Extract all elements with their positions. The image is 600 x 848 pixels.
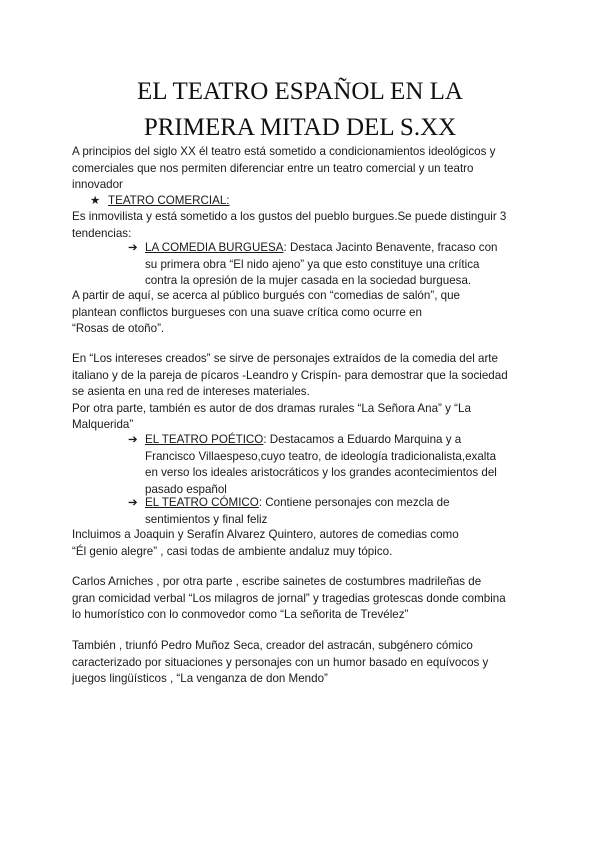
arrow-right-icon: ➔ xyxy=(128,433,138,446)
paragraph-comedias-salon xyxy=(72,288,542,338)
intro-line: innovador xyxy=(72,178,123,192)
paragraph-line: Malquerida” xyxy=(72,418,134,432)
section1-paragraph xyxy=(72,209,542,242)
list-item-teatro-poetico xyxy=(128,432,528,498)
arrow-right-icon: ➔ xyxy=(128,496,138,509)
paragraph-intereses-creados xyxy=(72,351,542,434)
list-item-line: sentimientos y final feliz xyxy=(145,512,268,526)
list-item-label: EL TEATRO CÓMICO xyxy=(145,496,259,509)
list-item-line: en verso los ideales aristocráticos y los grandes acontecimientos del xyxy=(145,466,497,480)
list-item-line: Francisco Villaespeso,cuyo teatro, de ideología tradicionalista,exalta xyxy=(145,449,497,463)
paragraph-line: se asienta en una red de intereses materiales. xyxy=(72,385,310,399)
section-heading-label: TEATRO COMERCIAL: xyxy=(108,194,230,207)
paragraph-line: plantean conflictos burgueses con una suave crítica como ocurre en xyxy=(72,305,422,319)
title-line-2: PRIMERA MITAD DEL S.XX xyxy=(143,114,457,141)
paragraph-line: “Rosas de otoño”. xyxy=(72,322,165,336)
list-item-label: EL TEATRO POÉTICO xyxy=(145,433,264,446)
list-item-line: pasado español xyxy=(145,482,227,496)
paragraph-line: lo humorístico con lo conmovedor como “La señorita de Trevélez” xyxy=(72,608,409,622)
paragraph-line: “Él genio alegre” , casi todas de ambiente andaluz muy tópico. xyxy=(72,544,393,558)
section-heading-teatro-comercial xyxy=(90,193,230,210)
list-item-rest: : Contiene personajes con mezcla de xyxy=(258,496,450,509)
document-title xyxy=(0,74,600,146)
section1-line: Es inmovilista y está sometido a los gustos del pueblo burgues.Se puede distinguir 3 xyxy=(72,210,507,223)
section1-line: tendencias: xyxy=(72,226,132,240)
paragraph-line: También , triunfó Pedro Muñoz Seca, creador del astracán, subgénero cómico xyxy=(72,639,473,652)
paragraph-line: juegos lingüísticos , “La venganza de don Mendo” xyxy=(72,672,328,686)
list-item-first-line xyxy=(145,432,461,449)
paragraph-line: caracterizado por situaciones y personajes con un humor basado en equívocos y xyxy=(72,655,489,669)
intro-paragraph xyxy=(72,144,542,194)
list-item-label: LA COMEDIA BURGUESA xyxy=(145,241,284,254)
list-item-first-line xyxy=(145,495,450,512)
list-item-line: contra la opresión de la mujer casada en la sociedad burguesa. xyxy=(145,274,472,288)
paragraph-alvarez-quintero xyxy=(72,527,542,560)
intro-line: comerciales que nos permiten diferenciar entre un teatro comercial y un teatro xyxy=(72,161,474,175)
list-item-first-line xyxy=(145,240,498,257)
title-line-1: EL TEATRO ESPAÑOL EN LA xyxy=(137,78,463,105)
paragraph-arniches xyxy=(72,574,542,624)
paragraph-line: A partir de aquí, se acerca al público burgués con “comedias de salón”, que xyxy=(72,289,460,302)
list-item-line: su primera obra “El nido ajeno” ya que esto constituye una crítica xyxy=(145,257,480,271)
list-item-rest: : Destaca Jacinto Benavente, fracaso con xyxy=(283,241,498,254)
intro-line: A principios del siglo XX él teatro está sometido a condicionamientos ideológicos y xyxy=(72,145,496,158)
paragraph-line: Incluimos a Joaquin y Serafín Alvarez Quintero, autores de comedias como xyxy=(72,528,459,541)
paragraph-line: Por otra parte, también es autor de dos dramas rurales “La Señora Ana” y “La xyxy=(72,401,471,415)
list-item-comedia-burguesa xyxy=(128,240,528,290)
list-item-rest: : Destacamos a Eduardo Marquina y a xyxy=(263,433,462,446)
paragraph-line: gran comicidad verbal “Los milagros de jornal” y tragedias grotescas donde combina xyxy=(72,591,506,605)
list-item-teatro-comico xyxy=(128,495,528,529)
star-icon: ★ xyxy=(90,194,101,207)
paragraph-munoz-seca xyxy=(72,638,542,688)
paragraph-line: Carlos Arniches , por otra parte , escribe sainetes de costumbres madrileñas de xyxy=(72,575,482,588)
arrow-right-icon: ➔ xyxy=(128,241,138,254)
paragraph-line: En “Los intereses creados” se sirve de personajes extraídos de la comedia del arte xyxy=(72,352,498,365)
paragraph-line: italiano y de la pareja de pícaros -Leandro y Crispín- para demostrar que la sociedad xyxy=(72,368,508,382)
